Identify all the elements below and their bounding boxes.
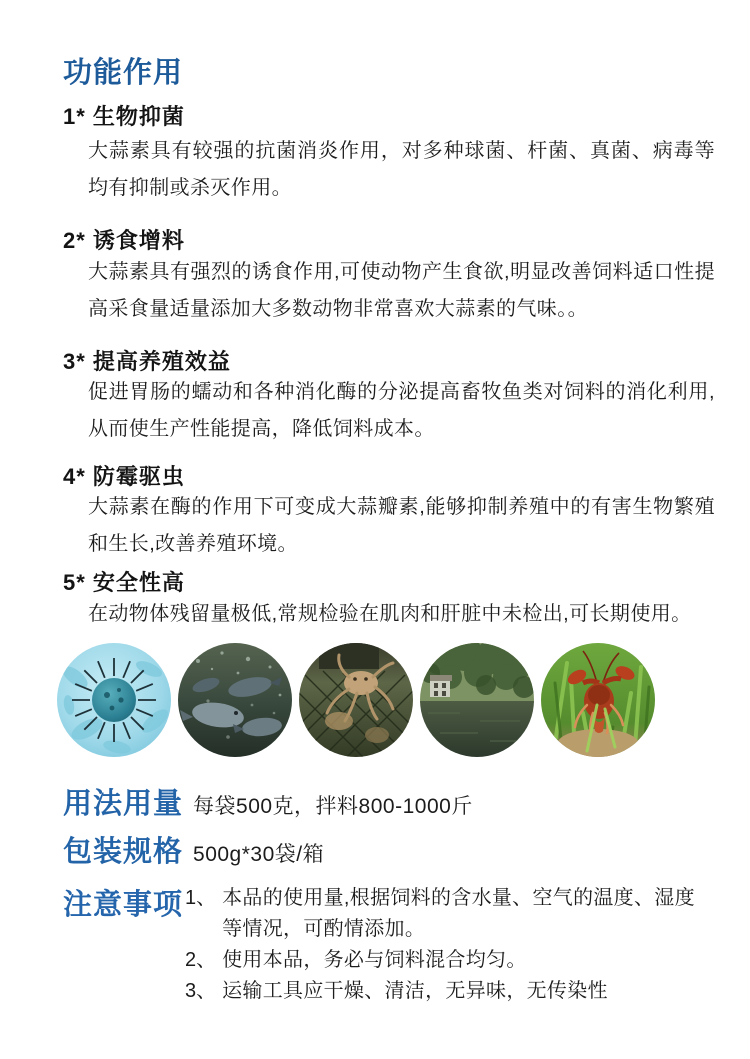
packaging-label: 包装规格 [63,836,184,868]
note-item-3 [185,976,715,1007]
note-item-1 [185,883,715,945]
usage-value: 每袋500克，拌料800-1000斤 [193,795,473,818]
pond-scenery-photo [420,643,534,757]
note-item-2 [185,945,715,976]
fish-school-photo [178,643,292,757]
note-text: 运输工具应干燥、清洁，无异味，无传染性 [222,980,608,1002]
usage-label: 用法用量 [63,788,184,820]
product-gallery [57,643,655,757]
section-5-body: 在动物体残留量极低,常规检验在肌肉和肝脏中未检出,可长期使用。 [88,603,692,625]
note-text: 使用本品，务必与饲料混合均匀。 [222,949,527,971]
usage-row [63,781,473,822]
section-4-body: 大蒜素在酶的作用下可变成大蒜瓣素,能够抑制养殖中的有害生物繁殖和生长,改善养殖环境。 [88,496,715,555]
note-number: 1、 [185,887,217,909]
packaging-row [63,829,324,870]
note-text: 本品的使用量,根据饲料的含水量、空气的温度、湿度等情况，可酌情添加。 [222,887,695,940]
section-2-heading: 2* 诱食增料 [63,228,185,253]
crayfish-photo [541,643,655,757]
notes-list [185,883,715,1007]
section-4-heading: 4* 防霉驱虫 [63,464,185,489]
section-1-body: 大蒜素具有较强的抗菌消炎作用，对多种球菌、杆菌、真菌、病毒等均有抑制或杀灭作用。 [88,140,715,199]
section-2-body: 大蒜素具有强烈的诱食作用,可使动物产生食欲,明显改善饲料适口性提高采食量适量添加大多数动物非常喜欢大蒜素的气味。。 [88,261,715,320]
section-3-body: 促进胃肠的蠕动和各种消化酶的分泌提高畜牧鱼类对饲料的消化利用,从而使生产性能提高，降低饲料成本。 [88,381,715,440]
house [430,675,452,697]
notes-label: 注意事项 [63,889,184,921]
section-3-heading: 3* 提高养殖效益 [63,349,231,374]
page-title: 功能作用 [63,57,184,89]
note-number: 3、 [185,980,217,1002]
packaging-value: 500g*30袋/箱 [193,843,325,866]
section-1-heading: 1* 生物抑菌 [63,104,185,129]
note-number: 2、 [185,949,217,971]
section-5-heading: 5* 安全性高 [63,570,185,595]
crab-in-net-photo [299,643,413,757]
virus-microbes-photo [57,643,171,757]
